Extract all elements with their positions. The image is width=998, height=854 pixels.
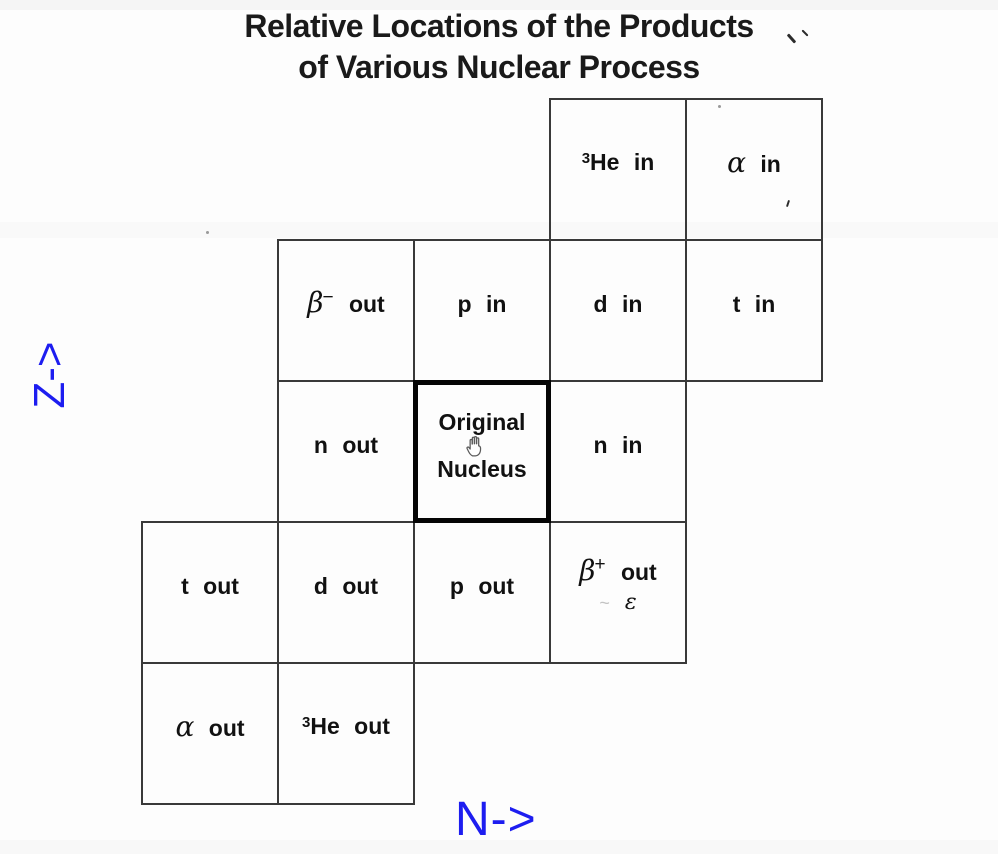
scan-speck <box>206 231 209 234</box>
scan-band-middle <box>0 222 998 238</box>
cell-label: n in <box>593 432 643 458</box>
cell-label: p in <box>457 291 507 317</box>
cell-label: β+ out <box>579 553 657 587</box>
cell-label: Nucleus <box>437 455 527 482</box>
cell-n-out <box>277 380 415 523</box>
cell-p-in <box>413 239 551 382</box>
cell-t-out <box>141 521 279 664</box>
cell-p-out <box>413 521 551 664</box>
cell-original-nucleus[interactable] <box>413 380 551 523</box>
cell-label: $^3$He in <box>581 148 655 175</box>
n-axis-label: N-> <box>455 793 537 846</box>
cell-label: α in <box>727 146 781 179</box>
cell-alpha-in <box>685 98 823 241</box>
hand-cursor-icon <box>463 433 485 457</box>
cell-label: d in <box>593 291 643 317</box>
cell-beta-plus-out <box>549 521 687 664</box>
cell-label: n out <box>313 432 379 458</box>
cell-d-out <box>277 521 415 664</box>
cell-he3-in <box>549 98 687 241</box>
cell-label: t out <box>181 573 239 599</box>
cell-label: d out <box>313 573 379 599</box>
cell-he3-out <box>277 662 415 805</box>
cell-label: ~ ε <box>599 589 637 615</box>
cell-label: α out <box>175 710 245 743</box>
cell-alpha-out <box>141 662 279 805</box>
cell-label: p out <box>449 573 515 599</box>
cell-label: $^3$He out <box>302 712 390 739</box>
title-line2: of Various Nuclear Process <box>298 49 700 85</box>
cell-label: t in <box>732 291 776 317</box>
cell-d-in <box>549 239 687 382</box>
cell-beta-minus-out <box>277 239 415 382</box>
cell-n-in <box>549 380 687 523</box>
scan-speck <box>718 105 721 108</box>
cell-t-in <box>685 239 823 382</box>
title-line1: Relative Locations of the Products <box>244 8 754 44</box>
cell-label: Original <box>438 408 526 435</box>
cell-label: β− out <box>307 286 385 319</box>
diagram-title <box>0 6 998 88</box>
z-axis-label: Z-> <box>25 341 74 409</box>
